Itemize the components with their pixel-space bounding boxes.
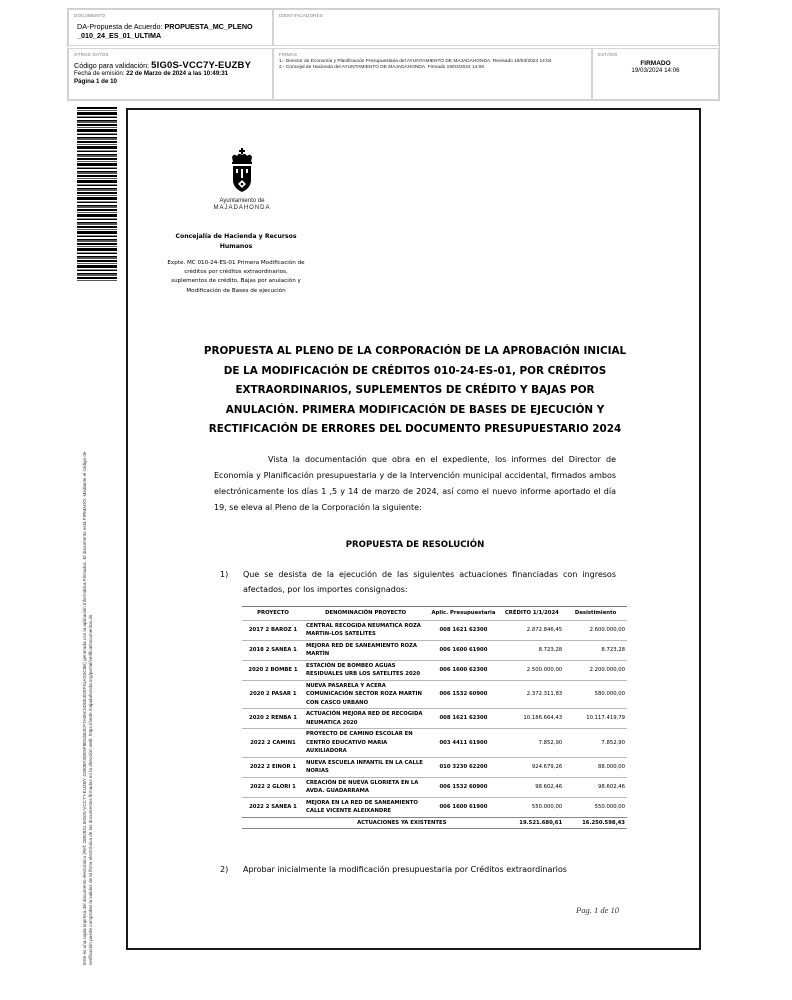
side-text-line1: Este es una copia impresa del documento electrónico (Ref: 2892831 5IG0S-VCC7Y-EUZBY 41B08F3DE5F8E52B4CF7A05C5D0E4DEF91AD3C8E) generada con la aplicación informática Firmadoc. El documento está FIRMADO. Mediante el código de: [82, 451, 87, 965]
cell-credito: 2.372.311,83: [500, 680, 565, 709]
table-row: [242, 640, 627, 660]
validation-code: 5IG0S-VCC7Y-EUZBY: [151, 60, 252, 71]
cell-desistimiento: 550.000,00: [564, 797, 627, 817]
col-aplicacion: Aplic. Presupuestaria: [427, 607, 499, 621]
table-row: [242, 680, 627, 709]
expediente-reference: Expte. MC 010-24-ES-01 Primera Modificación de créditos por créditos extraordinarios, suplementos de crédito, Bajas por anulación y Modificación de Bases de ejecución: [167, 260, 305, 294]
estado-cell: [592, 48, 719, 100]
estado-label: ESTADO: [598, 52, 618, 57]
documento-cell: [68, 9, 273, 46]
total-label: ACTUACIONES YA EXISTENTES: [304, 817, 500, 829]
cell-desistimiento: 2.200.000,00: [564, 660, 627, 680]
firmas-cell: [273, 48, 592, 100]
cell-credito: 2.872.846,45: [500, 620, 565, 640]
logo-text-line2: MAJADAHONDA: [213, 205, 271, 211]
cell-denominacion: ESTACIÓN DE BOMBEO AGUAS RESIDUALES URB LOS SATELITES 2020: [304, 660, 427, 680]
resolution-title: PROPUESTA DE RESOLUCIÓN: [345, 540, 485, 550]
cell-aplicacion: 006 1600 62300: [427, 660, 499, 680]
total-credito: 19.521.680,61: [500, 817, 565, 829]
cell-proyecto: 2020 2 RENBA 1: [242, 709, 304, 729]
logo-text-line1: Ayuntamiento de: [219, 198, 265, 204]
documento-label: DOCUMENTO: [74, 13, 106, 18]
document-page: [126, 108, 701, 950]
coat-of-arms-icon: [229, 148, 255, 196]
cell-aplicacion: 008 1621 62300: [427, 620, 499, 640]
cell-aplicacion: 006 1600 61900: [427, 797, 499, 817]
verification-side-text: [82, 300, 94, 965]
cell-aplicacion: 006 1532 60900: [427, 680, 499, 709]
cell-credito: 7.852,90: [500, 729, 565, 758]
status-date: 19/03/2024 14:06: [631, 67, 680, 74]
item-number: 1): [220, 570, 229, 579]
cell-aplicacion: 010 3230 62200: [427, 757, 499, 777]
total-desistimiento: 16.250.598,43: [564, 817, 627, 829]
resolution-item-1: [220, 567, 616, 597]
cell-proyecto: 2022 2 GLORI 1: [242, 777, 304, 797]
barcode: [77, 107, 117, 282]
status-badge: FIRMADO: [640, 60, 671, 67]
document-title: PROPUESTA AL PLENO DE LA CORPORACIÓN DE LA APROBACIÓN INICIAL DE LA MODIFICACIÓN DE CRÉDITOS 010-24-ES-01, POR CRÉDITOS EXTRAORDINARIOS, SUPLEMENTOS DE CRÉDITO Y BAJAS POR ANULACIÓN. PRIMERA MODIFICACIÓN DE BASES DE EJECUCIÓN Y RECTIFICACIÓN DE ERRORES DEL DOCUMENTO PRESUPUESTARIO 2024: [203, 345, 627, 436]
otros-datos-cell: [68, 48, 273, 100]
cell-proyecto: 2018 2 SANEA 1: [242, 640, 304, 660]
cell-proyecto: 2020 2 PASAR 1: [242, 680, 304, 709]
cell-denominacion: NUEVA ESCUELA INFANTIL EN LA CALLE NORIAS: [304, 757, 427, 777]
document-name-line1: PROPUESTA_MC_PLENO: [164, 22, 253, 31]
cell-denominacion: MEJORA RED DE SANEAMIENTO ROZA MARTÍN: [304, 640, 427, 660]
table-row: [242, 620, 627, 640]
table-row: [242, 757, 627, 777]
cell-desistimiento: 2.600.000,00: [564, 620, 627, 640]
table-row: [242, 709, 627, 729]
cell-proyecto: 2022 2 EINOR 1: [242, 757, 304, 777]
item-text: Aprobar inicialmente la modificación presupuestaria por Créditos extraordinarios: [243, 865, 567, 874]
cell-credito: 2.500.000,00: [500, 660, 565, 680]
cell-denominacion: CREACIÓN DE NUEVA GLORIETA EN LA AVDA. GUADARRAMA: [304, 777, 427, 797]
col-credito: CRÉDITO 1/1/2024: [500, 607, 565, 621]
page-number: Pag. 1 de 10: [576, 905, 619, 915]
cell-desistimiento: 8.723,28: [564, 640, 627, 660]
validation-code-line: Código para validación: 5IG0S-VCC7Y-EUZBY: [74, 60, 252, 71]
intro-paragraph: Vista la documentación que obra en el expediente, los informes del Director de Economía y Planificación presupuestaria y de la Intervención municipal accidental, firmados ambos electrónicamente los días 1 ,5 y 14 de marzo de 2024, así como el nuevo informe aportado el día 19, se eleva al Pleno de la Corporación la siguiente:: [214, 455, 616, 512]
emission-date-line: Fecha de emisión: 22 de Marzo de 2024 a las 10:49:31: [74, 70, 229, 77]
cell-aplicacion: 006 1600 61900: [427, 640, 499, 660]
table-row: [242, 660, 627, 680]
table-header-row: [242, 607, 627, 621]
cell-desistimiento: 580.000,00: [564, 680, 627, 709]
firmas-label: FIRMAS: [279, 52, 298, 57]
cell-denominacion: ACTUACIÓN MEJORA RED DE RECOGIDA NEUMATICA 2020: [304, 709, 427, 729]
signature-2: 2.- Concejal de Hacienda del AYUNTAMIENTO DE MAJADAHONDA. Firmado 19/03/2024 14:06: [279, 65, 485, 71]
emission-date: 22 de Marzo de 2024 a las 10:49:31: [126, 70, 229, 77]
col-desistimiento: Desistimiento: [564, 607, 627, 621]
table-row: [242, 797, 627, 817]
table-row: [242, 729, 627, 758]
cell-credito: 98.602,46: [500, 777, 565, 797]
cell-denominacion: PROYECTO DE CAMINO ESCOLAR EN CENTRO EDUCATIVO MARIA AUXILIADORA: [304, 729, 427, 758]
cell-denominacion: MEJORA EN LA RED DE SANEAMIENTO CALLE VICENTE ALEIXANDRE: [304, 797, 427, 817]
page-count: Página 1 de 10: [74, 78, 117, 85]
cell-aplicacion: 003 4411 61900: [427, 729, 499, 758]
cell-aplicacion: 008 1621 62300: [427, 709, 499, 729]
table-total-row: [242, 817, 627, 829]
resolution-item-2: [220, 862, 616, 877]
otros-datos-label: OTROS DATOS: [74, 52, 109, 57]
cell-desistimiento: 98.602,46: [564, 777, 627, 797]
cell-aplicacion: 006 1532 60900: [427, 777, 499, 797]
document-metadata-header: [67, 8, 720, 101]
cell-credito: 924.679,26: [500, 757, 565, 777]
cell-credito: 10.186.664,43: [500, 709, 565, 729]
department-name: Concejalía de Hacienda y Recursos Humanos: [175, 233, 297, 250]
item-text: Que se desista de la ejecución de las siguientes actuaciones financiadas con ingresos afectados, por los importes consignados:: [243, 570, 616, 594]
cell-proyecto: 2022 2 SANEA 1: [242, 797, 304, 817]
desistimiento-table: [242, 606, 627, 829]
majadahonda-logo: [202, 148, 282, 212]
cell-proyecto: 2022 2 CAMIN1: [242, 729, 304, 758]
cell-denominacion: NUEVA PASARELA Y ACERA COMUNICACIÓN SECTOR ROZA MARTIN CON CASCO URBANO: [304, 680, 427, 709]
identificadores-label: IDENTIFICADORES: [279, 13, 324, 18]
signature-1: 1.- Director de Economía y Planificación Presupuestaria del AYUNTAMIENTO DE MAJADAHONDA. Revisado 19/03/2024 14:04: [279, 59, 552, 64]
side-text-line2: verificación puede comprobar la validez de la firma electrónica de los documentos firmados en la dirección web: https://sede.majadahonda.org/portal/verificaDocumentos.do: [88, 614, 93, 965]
cell-desistimiento: 88.000,00: [564, 757, 627, 777]
document-name-line2: _010_24_ES_01_ULTIMA: [77, 31, 162, 40]
identificadores-cell: [273, 9, 719, 46]
cell-credito: 550.000,00: [500, 797, 565, 817]
document-name: DA-Propuesta de Acuerdo: PROPUESTA_MC_PLENO _010_24_ES_01_ULTIMA: [77, 22, 253, 40]
cell-desistimiento: 10.117.419,79: [564, 709, 627, 729]
col-denominacion: DENOMINACIÓN PROYECTO: [304, 607, 427, 621]
table-row: [242, 777, 627, 797]
cell-credito: 8.723,28: [500, 640, 565, 660]
cell-denominacion: CENTRAL RECOGIDA NEUMATICA ROZA MARTIN-LOS SATELITES: [304, 620, 427, 640]
col-proyecto: PROYECTO: [242, 607, 304, 621]
item-number: 2): [220, 865, 229, 874]
cell-proyecto: 2017 2 BAROZ 1: [242, 620, 304, 640]
cell-desistimiento: 7.852,90: [564, 729, 627, 758]
cell-proyecto: 2020 2 BOMBE 1: [242, 660, 304, 680]
